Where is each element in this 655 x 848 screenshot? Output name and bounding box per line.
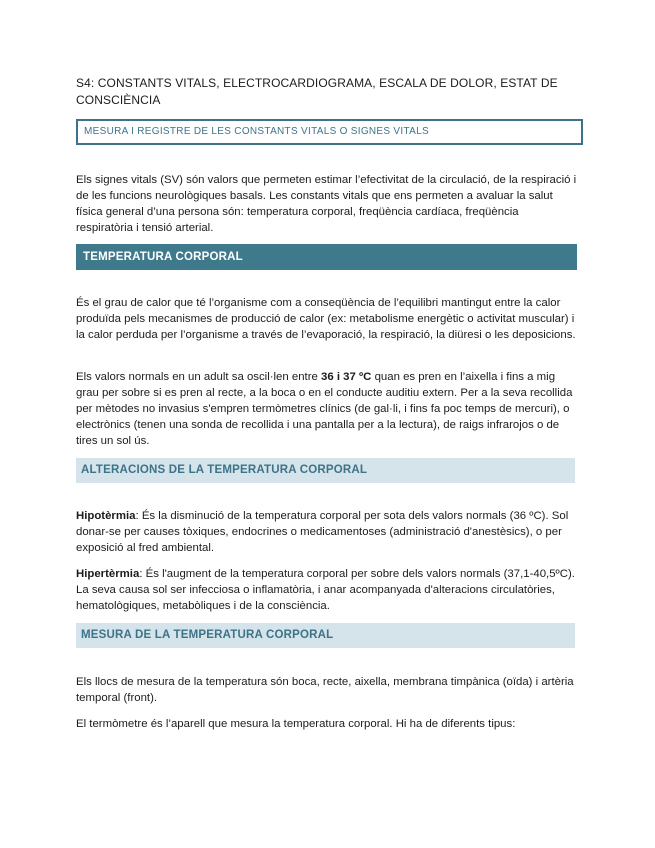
normal-values-range: 36 i 37 ºC [321, 371, 372, 383]
hypothermia-text: : És la disminució de la temperatura corporal per sota dels valors normals (36 ºC). Sol donar-se per causes tòxiques, endocrines o medicamentoses (administració d'anestèsics), o per exposició al fred ambiental. [76, 510, 569, 554]
hypothermia-term: Hipotèrmia [76, 510, 136, 522]
hyperthermia-text: : És l'augment de la temperatura corporal per sobre dels valors normals (37,1-40,5ºC). La seva causa sol ser infecciosa o inflamatòria, i anar acompanyada d'alteracions circulatòries, hematològiques, metabòliques i de la consciència. [76, 568, 575, 612]
page-title: S4: CONSTANTS VITALS, ELECTROCARDIOGRAMA, ESCALA DE DOLOR, ESTAT DE CONSCIÈNCIA [76, 76, 558, 107]
measurement-sites: Els llocs de mesura de la temperatura són boca, recte, aixella, membrana timpànica (oïda) i artèria temporal (front). [76, 676, 574, 704]
normal-values-paragraph [76, 369, 578, 449]
normal-values-text-end: quan es pren en l’aixella i fins a mig grau per sobre si es pren al recte, a la boca o en el conducte auditiu extern. Per a la seva recollida per mètodes no invasius s'empren termòmetres clínics (de gal·li, i fins fa poc temps de mercuri), o electrònics (tenen una sonda de recollida i una pantalla per a la lectura), de raigs infrarojos o de tires un sol ús. [76, 371, 573, 447]
measurement-heading: MESURA DE LA TEMPERATURA CORPORAL [76, 623, 575, 648]
intro-paragraph: Els signes vitals (SV) són valors que permeten estimar l’efectivitat de la circulació, de la respiració i de les funcions neurològiques basals. Les constants vitals que ens permeten a avaluar la salut física general d’una persona són: temperatura corporal, freqüència cardíaca, freqüència respiratòria i tensió arterial. [76, 174, 577, 234]
alterations-heading: ALTERACIONS DE LA TEMPERATURA CORPORAL [76, 458, 575, 483]
section-heading-boxed: MESURA I REGISTRE DE LES CONSTANTS VITALS O SIGNES VITALS [76, 119, 583, 145]
temperature-definition: És el grau de calor que té l’organisme com a conseqüència de l’equilibri mantingut entre la calor produïda pels mecanismes de producció de calor (ex: metabolisme energètic o activitat muscular) i la calor perduda per l’organisme a través de l’evaporació, la respiració, la diüresi o les deposicions. [76, 297, 576, 341]
temperature-heading: TEMPERATURA CORPORAL [76, 244, 577, 270]
hyperthermia-paragraph [76, 566, 578, 614]
hypothermia-paragraph [76, 508, 578, 556]
normal-values-text-start: Els valors normals en un adult sa oscil·len entre [76, 371, 322, 383]
thermometer-intro: El termòmetre és l’aparell que mesura la temperatura corporal. Hi ha de diferents tipus: [76, 718, 516, 730]
hyperthermia-term: Hipertèrmia [76, 568, 140, 580]
